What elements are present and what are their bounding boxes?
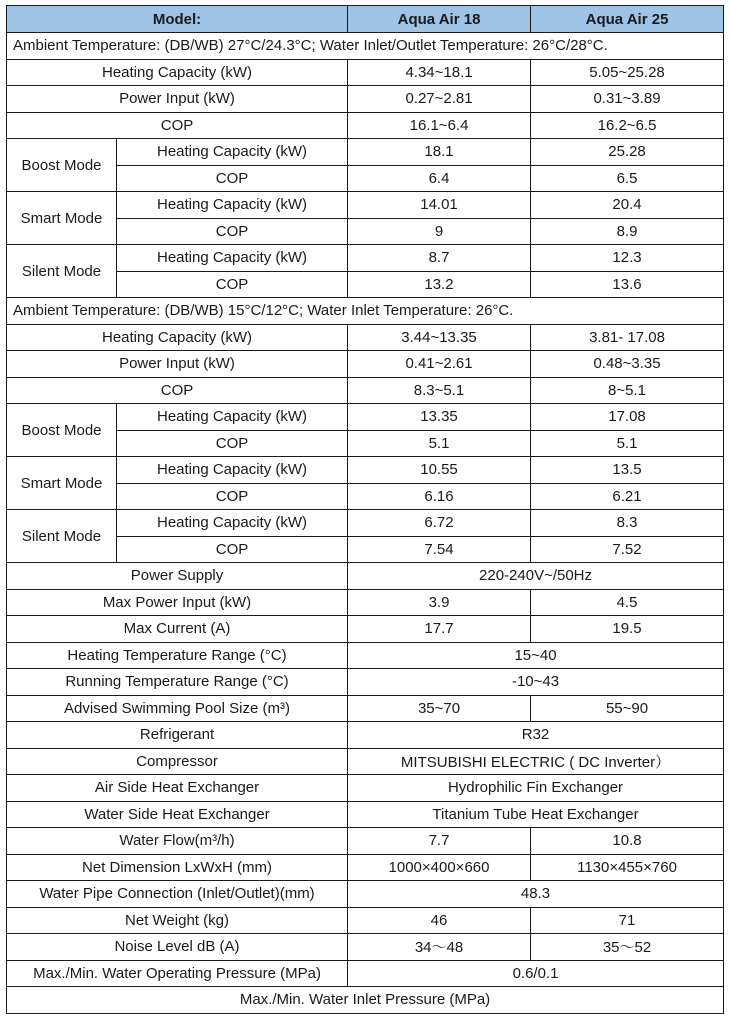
mode-label: Silent Mode xyxy=(7,245,117,298)
mode-label: Boost Mode xyxy=(7,139,117,192)
value-aqua-air-25: 12.3 xyxy=(531,245,724,272)
row-label: Heating Capacity (kW) xyxy=(117,457,348,484)
value-aqua-air-25: 17.08 xyxy=(531,404,724,431)
row-label: Running Temperature Range (°C) xyxy=(7,669,348,696)
model-aqua-air-18: Aqua Air 18 xyxy=(348,6,531,33)
table-row xyxy=(7,86,724,113)
row-label: COP xyxy=(117,271,348,298)
shared-value: 0.6/0.1 xyxy=(348,960,724,987)
table-row xyxy=(7,59,724,86)
value-aqua-air-25: 13.5 xyxy=(531,457,724,484)
value-aqua-air-25: 3.81- 17.08 xyxy=(531,324,724,351)
condition-row xyxy=(7,33,724,60)
table-row xyxy=(7,192,724,219)
row-label: Heating Capacity (kW) xyxy=(117,245,348,272)
shared-value: Hydrophilic Fin Exchanger xyxy=(348,775,724,802)
row-label: Advised Swimming Pool Size (m³) xyxy=(7,695,348,722)
row-label: Heating Capacity (kW) xyxy=(7,59,348,86)
mode-label: Smart Mode xyxy=(7,192,117,245)
row-label: Heating Capacity (kW) xyxy=(117,404,348,431)
value-aqua-air-25: 19.5 xyxy=(531,616,724,643)
value-aqua-air-18: 6.4 xyxy=(348,165,531,192)
value-aqua-air-25: 10.8 xyxy=(531,828,724,855)
value-aqua-air-18: 6.16 xyxy=(348,483,531,510)
condition-row xyxy=(7,298,724,325)
value-aqua-air-25: 71 xyxy=(531,907,724,934)
shared-value: 220-240V~/50Hz xyxy=(348,563,724,590)
value-aqua-air-25: 16.2~6.5 xyxy=(531,112,724,139)
value-aqua-air-18: 16.1~6.4 xyxy=(348,112,531,139)
value-aqua-air-18: 34～48 xyxy=(348,934,531,961)
value-aqua-air-18: 1000×400×660 xyxy=(348,854,531,881)
table-row xyxy=(7,722,724,749)
row-label: Water Pipe Connection (Inlet/Outlet)(mm) xyxy=(7,881,348,908)
row-label: Compressor xyxy=(7,748,348,775)
row-label: Power Input (kW) xyxy=(7,351,348,378)
value-aqua-air-25: 25.28 xyxy=(531,139,724,166)
row-label: Refrigerant xyxy=(7,722,348,749)
table-row xyxy=(7,377,724,404)
table-row xyxy=(7,775,724,802)
value-aqua-air-18: 7.7 xyxy=(348,828,531,855)
value-aqua-air-25: 4.5 xyxy=(531,589,724,616)
value-aqua-air-18: 13.35 xyxy=(348,404,531,431)
mode-label: Boost Mode xyxy=(7,404,117,457)
table-row xyxy=(7,907,724,934)
header-row xyxy=(7,6,724,33)
table-row xyxy=(7,828,724,855)
value-aqua-air-18: 18.1 xyxy=(348,139,531,166)
row-label: Max Current (A) xyxy=(7,616,348,643)
value-aqua-air-18: 5.1 xyxy=(348,430,531,457)
shared-value: MITSUBISHI ELECTRIC ( DC Inverter） xyxy=(348,748,724,775)
table-row xyxy=(7,457,724,484)
table-row xyxy=(7,589,724,616)
model-label: Model: xyxy=(7,6,348,33)
row-label: COP xyxy=(117,536,348,563)
table-row xyxy=(7,881,724,908)
value-aqua-air-25: 8.3 xyxy=(531,510,724,537)
table-row xyxy=(7,695,724,722)
mode-label: Silent Mode xyxy=(7,510,117,563)
value-aqua-air-18: 14.01 xyxy=(348,192,531,219)
row-label: COP xyxy=(117,430,348,457)
value-aqua-air-25: 6.5 xyxy=(531,165,724,192)
row-label: COP xyxy=(117,483,348,510)
row-label: Air Side Heat Exchanger xyxy=(7,775,348,802)
table-row xyxy=(7,616,724,643)
row-label: Power Supply xyxy=(7,563,348,590)
value-aqua-air-18: 0.27~2.81 xyxy=(348,86,531,113)
footer-row xyxy=(7,987,724,1014)
value-aqua-air-18: 8.7 xyxy=(348,245,531,272)
row-label: COP xyxy=(7,377,348,404)
value-aqua-air-25: 8.9 xyxy=(531,218,724,245)
table-row xyxy=(7,801,724,828)
row-label: Net Weight (kg) xyxy=(7,907,348,934)
value-aqua-air-18: 46 xyxy=(348,907,531,934)
table-row xyxy=(7,351,724,378)
table-row xyxy=(7,139,724,166)
shared-value: 48.3 xyxy=(348,881,724,908)
row-label: COP xyxy=(7,112,348,139)
value-aqua-air-25: 20.4 xyxy=(531,192,724,219)
value-aqua-air-25: 55~90 xyxy=(531,695,724,722)
value-aqua-air-18: 35~70 xyxy=(348,695,531,722)
value-aqua-air-18: 0.41~2.61 xyxy=(348,351,531,378)
value-aqua-air-18: 7.54 xyxy=(348,536,531,563)
value-aqua-air-25: 8~5.1 xyxy=(531,377,724,404)
row-label: COP xyxy=(117,218,348,245)
row-label: Max./Min. Water Operating Pressure (MPa) xyxy=(7,960,348,987)
value-aqua-air-18: 17.7 xyxy=(348,616,531,643)
shared-value: R32 xyxy=(348,722,724,749)
table-row xyxy=(7,748,724,775)
value-aqua-air-18: 9 xyxy=(348,218,531,245)
value-aqua-air-25: 6.21 xyxy=(531,483,724,510)
table-row xyxy=(7,642,724,669)
mode-label: Smart Mode xyxy=(7,457,117,510)
row-label: Water Flow(m³/h) xyxy=(7,828,348,855)
row-label: Heating Capacity (kW) xyxy=(117,139,348,166)
table-row xyxy=(7,854,724,881)
value-aqua-air-18: 6.72 xyxy=(348,510,531,537)
value-aqua-air-25: 5.05~25.28 xyxy=(531,59,724,86)
test-condition: Ambient Temperature: (DB/WB) 15°C/12°C; Water Inlet Temperature: 26°C. xyxy=(7,298,724,325)
value-aqua-air-25: 7.52 xyxy=(531,536,724,563)
value-aqua-air-18: 4.34~18.1 xyxy=(348,59,531,86)
table-row xyxy=(7,934,724,961)
table-row xyxy=(7,669,724,696)
value-aqua-air-25: 1130×455×760 xyxy=(531,854,724,881)
table-row xyxy=(7,960,724,987)
row-label: COP xyxy=(117,165,348,192)
table-row xyxy=(7,510,724,537)
shared-value: 15~40 xyxy=(348,642,724,669)
value-aqua-air-25: 35～52 xyxy=(531,934,724,961)
value-aqua-air-25: 13.6 xyxy=(531,271,724,298)
value-aqua-air-18: 10.55 xyxy=(348,457,531,484)
spec-table xyxy=(6,5,724,1014)
value-aqua-air-25: 5.1 xyxy=(531,430,724,457)
row-label: Heating Temperature Range (°C) xyxy=(7,642,348,669)
table-row xyxy=(7,404,724,431)
value-aqua-air-18: 3.44~13.35 xyxy=(348,324,531,351)
value-aqua-air-25: 0.31~3.89 xyxy=(531,86,724,113)
row-label: Water Side Heat Exchanger xyxy=(7,801,348,828)
row-label: Heating Capacity (kW) xyxy=(7,324,348,351)
value-aqua-air-18: 8.3~5.1 xyxy=(348,377,531,404)
test-condition: Ambient Temperature: (DB/WB) 27°C/24.3°C; Water Inlet/Outlet Temperature: 26°C/28°C. xyxy=(7,33,724,60)
value-aqua-air-25: 0.48~3.35 xyxy=(531,351,724,378)
row-label: Max Power Input (kW) xyxy=(7,589,348,616)
shared-value: -10~43 xyxy=(348,669,724,696)
shared-value: Titanium Tube Heat Exchanger xyxy=(348,801,724,828)
table-row xyxy=(7,324,724,351)
model-aqua-air-25: Aqua Air 25 xyxy=(531,6,724,33)
row-label: Heating Capacity (kW) xyxy=(117,510,348,537)
footer-label: Max./Min. Water Inlet Pressure (MPa) xyxy=(7,987,724,1014)
table-row xyxy=(7,245,724,272)
row-label: Net Dimension LxWxH (mm) xyxy=(7,854,348,881)
value-aqua-air-18: 3.9 xyxy=(348,589,531,616)
value-aqua-air-18: 13.2 xyxy=(348,271,531,298)
table-row xyxy=(7,563,724,590)
table-row xyxy=(7,112,724,139)
row-label: Power Input (kW) xyxy=(7,86,348,113)
row-label: Noise Level dB (A) xyxy=(7,934,348,961)
row-label: Heating Capacity (kW) xyxy=(117,192,348,219)
